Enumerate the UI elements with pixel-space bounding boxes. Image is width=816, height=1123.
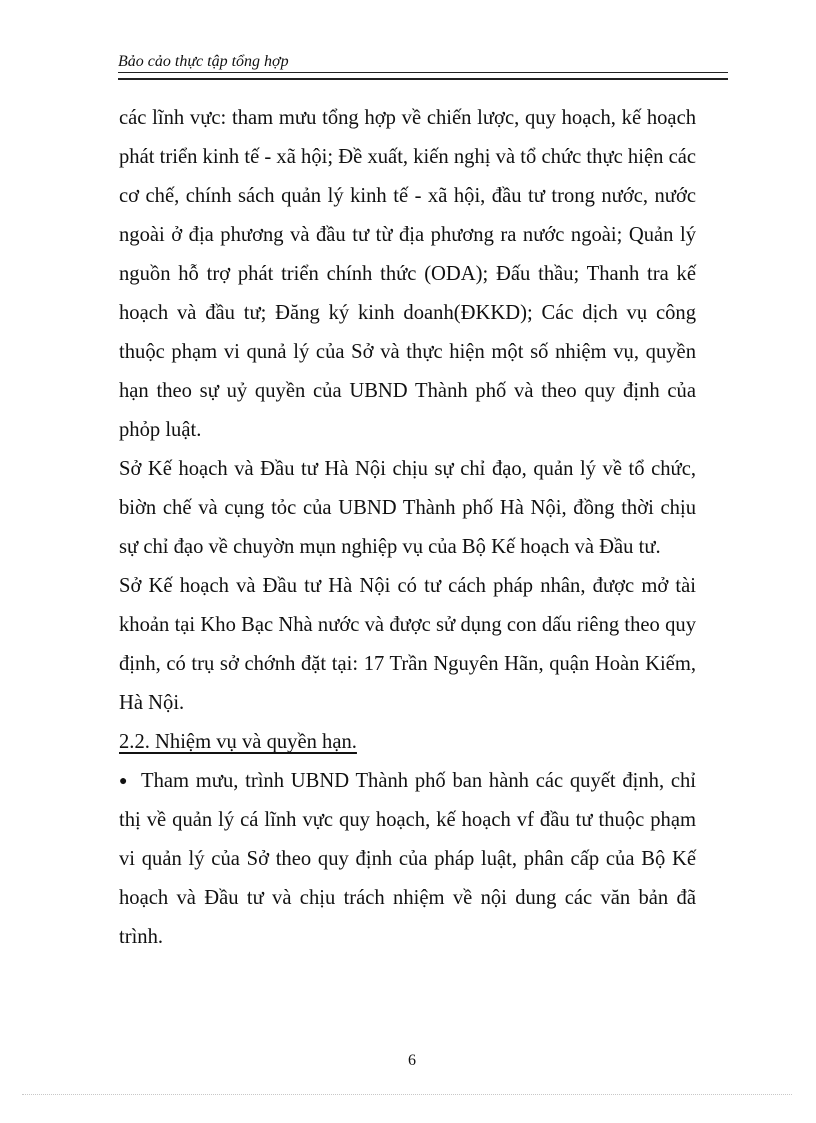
body-paragraph: Sở Kế hoạch và Đầu tư Hà Nội có tư cách pháp nhân, được mở tài khoản tại Kho Bạc Nhà nước và được sử dụng con dấu riêng theo quy định, có trụ sở chớnh đặt tại: 17 Trần Nguyên Hãn, quận Hoàn Kiếm, Hà Nội. — [119, 575, 696, 714]
footer-rule — [22, 1094, 792, 1095]
bullet-item-text: Tham mưu, trình UBND Thành phố ban hành các quyết định, chỉ thị về quản lý cá lĩnh vực quy hoạch, kế hoạch vf đầu tư thuộc phạm vi quản lý của Sở theo quy định của pháp luật, phân cấp của Bộ Kế hoạch và Đầu tư và chịu trách nhiệm về nội dung các văn bản đã trình. — [119, 770, 696, 948]
document-body — [119, 99, 696, 957]
section-heading: 2.2. Nhiệm vụ và quyền hạn. — [119, 731, 357, 753]
section-heading-line — [119, 723, 696, 762]
bullet-list-item — [119, 762, 696, 957]
body-paragraph: các lĩnh vực: tham mưu tổng hợp về chiến lược, quy hoạch, kế hoạch phát triển kinh tế - xã hội; Đề xuất, kiến nghị và tổ chức thực hiện các cơ chế, chính sách quản lý kinh tế - xã hội, đầu tư trong nước, nước ngoài ở địa phương và đầu tư từ địa phương ra nước ngoài; Quản lý nguồn hỗ trợ phát triển chính thức (ODA); Đấu thầu; Thanh tra kế hoạch và đầu tư; Đăng ký kinh doanh(ĐKKD); Các dịch vụ công thuộc phạm vi qunả lý của Sở và thực hiện một số nhiệm vụ, quyền hạn theo sự uỷ quyền của UBND Thành phố và theo quy định của phỏp luật. — [119, 107, 696, 441]
body-paragraph: Sở Kế hoạch và Đầu tư Hà Nội chịu sự chỉ đạo, quản lý về tổ chức, biờn chế và cụng tỏc của UBND Thành phố Hà Nội, đồng thời chịu sự chỉ đạo về chuyờn mụn nghiệp vụ của Bộ Kế hoạch và Đầu tư. — [119, 458, 696, 558]
header-rule — [118, 72, 728, 80]
bullet-icon: ● — [119, 774, 128, 789]
page-number: 6 — [408, 1052, 416, 1069]
running-header: Bảo cảo thực tập tổng hợp — [118, 53, 289, 70]
